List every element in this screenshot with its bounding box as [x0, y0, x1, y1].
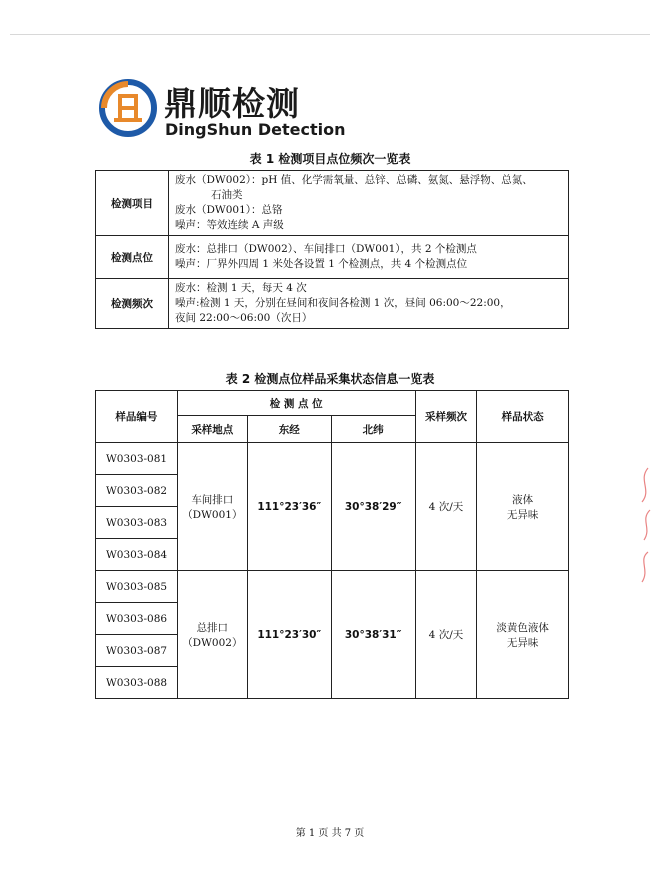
- cell-line: 废水：检测 1 天，每天 4 次: [175, 282, 307, 294]
- cell-line: 废水：总排口（DW002）、车间排口（DW001），共 2 个检测点: [175, 243, 477, 255]
- cell-line: 夜间 22:00～06:00（次日）: [175, 312, 313, 324]
- table-row: [96, 171, 569, 236]
- state-line: 无异味: [506, 636, 539, 649]
- table-row: [96, 571, 569, 603]
- sample-code: W0303-084: [96, 539, 178, 571]
- sample-freq: 4 次/天: [415, 443, 477, 571]
- sample-state: [477, 443, 569, 571]
- row-header: 检测项目: [96, 171, 169, 236]
- location-line: （DW002）: [182, 636, 243, 649]
- table1-caption: 表 1 检测项目点位频次一览表: [249, 152, 411, 166]
- table-cell: [169, 279, 569, 329]
- company-logo: [98, 78, 348, 144]
- sample-code: W0303-085: [96, 571, 178, 603]
- header-lon: 东经: [247, 416, 331, 443]
- seal-stamp-icon: [626, 460, 656, 590]
- table-row: [96, 279, 569, 329]
- sample-code: W0303-083: [96, 507, 178, 539]
- location-line: 车间排口: [191, 493, 234, 506]
- sample-lat: 30°38′29″: [331, 443, 415, 571]
- sample-code: W0303-088: [96, 667, 178, 699]
- header-state: 样品状态: [477, 391, 569, 443]
- cell-line: 噪声:检测 1 天，分别在昼间和夜间各检测 1 次，昼间 06:00～22:00，: [175, 297, 511, 309]
- cell-line: 噪声：等效连续 A 声级: [175, 219, 284, 231]
- table-cell: [169, 236, 569, 279]
- header-point: 检 测 点 位: [177, 391, 415, 416]
- table-detection-items: [95, 170, 569, 329]
- sample-lon: 111°23′30″: [247, 571, 331, 699]
- sample-freq: 4 次/天: [415, 571, 477, 699]
- logo-name-en: DingShun Detection: [165, 120, 346, 139]
- sample-state: [477, 571, 569, 699]
- cell-line: 噪声：厂界外四周 1 米处各设置 1 个检测点，共 4 个检测点位: [175, 258, 468, 270]
- location-line: 总排口: [196, 621, 229, 634]
- header-location: 采样地点: [177, 416, 247, 443]
- table-cell: [169, 171, 569, 236]
- table2-caption: 表 2 检测点位样品采集状态信息一览表: [225, 372, 435, 386]
- sample-code: W0303-082: [96, 475, 178, 507]
- location-line: （DW001）: [182, 508, 243, 521]
- sample-location: [177, 571, 247, 699]
- state-line: 液体: [512, 493, 534, 506]
- table-header-row: [96, 391, 569, 416]
- table-row: [96, 236, 569, 279]
- top-rule: [10, 34, 650, 35]
- logo-mark-icon: [98, 78, 158, 138]
- page-footer: 第 1 页 共 7 页: [295, 828, 365, 839]
- state-line: 淡黄色液体: [496, 621, 549, 634]
- table-sample-status: [95, 390, 569, 699]
- sample-location: [177, 443, 247, 571]
- sample-code: W0303-087: [96, 635, 178, 667]
- sample-lat: 30°38′31″: [331, 571, 415, 699]
- cell-line: 废水（DW002）：pH 值、化学需氧量、总锌、总磷、氨氮、悬浮物、总氮、: [175, 174, 533, 186]
- sample-code: W0303-081: [96, 443, 178, 475]
- sample-code: W0303-086: [96, 603, 178, 635]
- logo-name-cn: 鼎顺检测: [164, 84, 300, 123]
- cell-line: 石油类: [211, 189, 243, 201]
- cell-line: 废水（DW001）：总铬: [175, 204, 283, 216]
- header-freq: 采样频次: [415, 391, 477, 443]
- sample-lon: 111°23′36″: [247, 443, 331, 571]
- header-sample-no: 样品编号: [96, 391, 178, 443]
- table-row: [96, 443, 569, 475]
- row-header: 检测点位: [96, 236, 169, 279]
- header-lat: 北纬: [331, 416, 415, 443]
- row-header: 检测频次: [96, 279, 169, 329]
- state-line: 无异味: [506, 508, 539, 521]
